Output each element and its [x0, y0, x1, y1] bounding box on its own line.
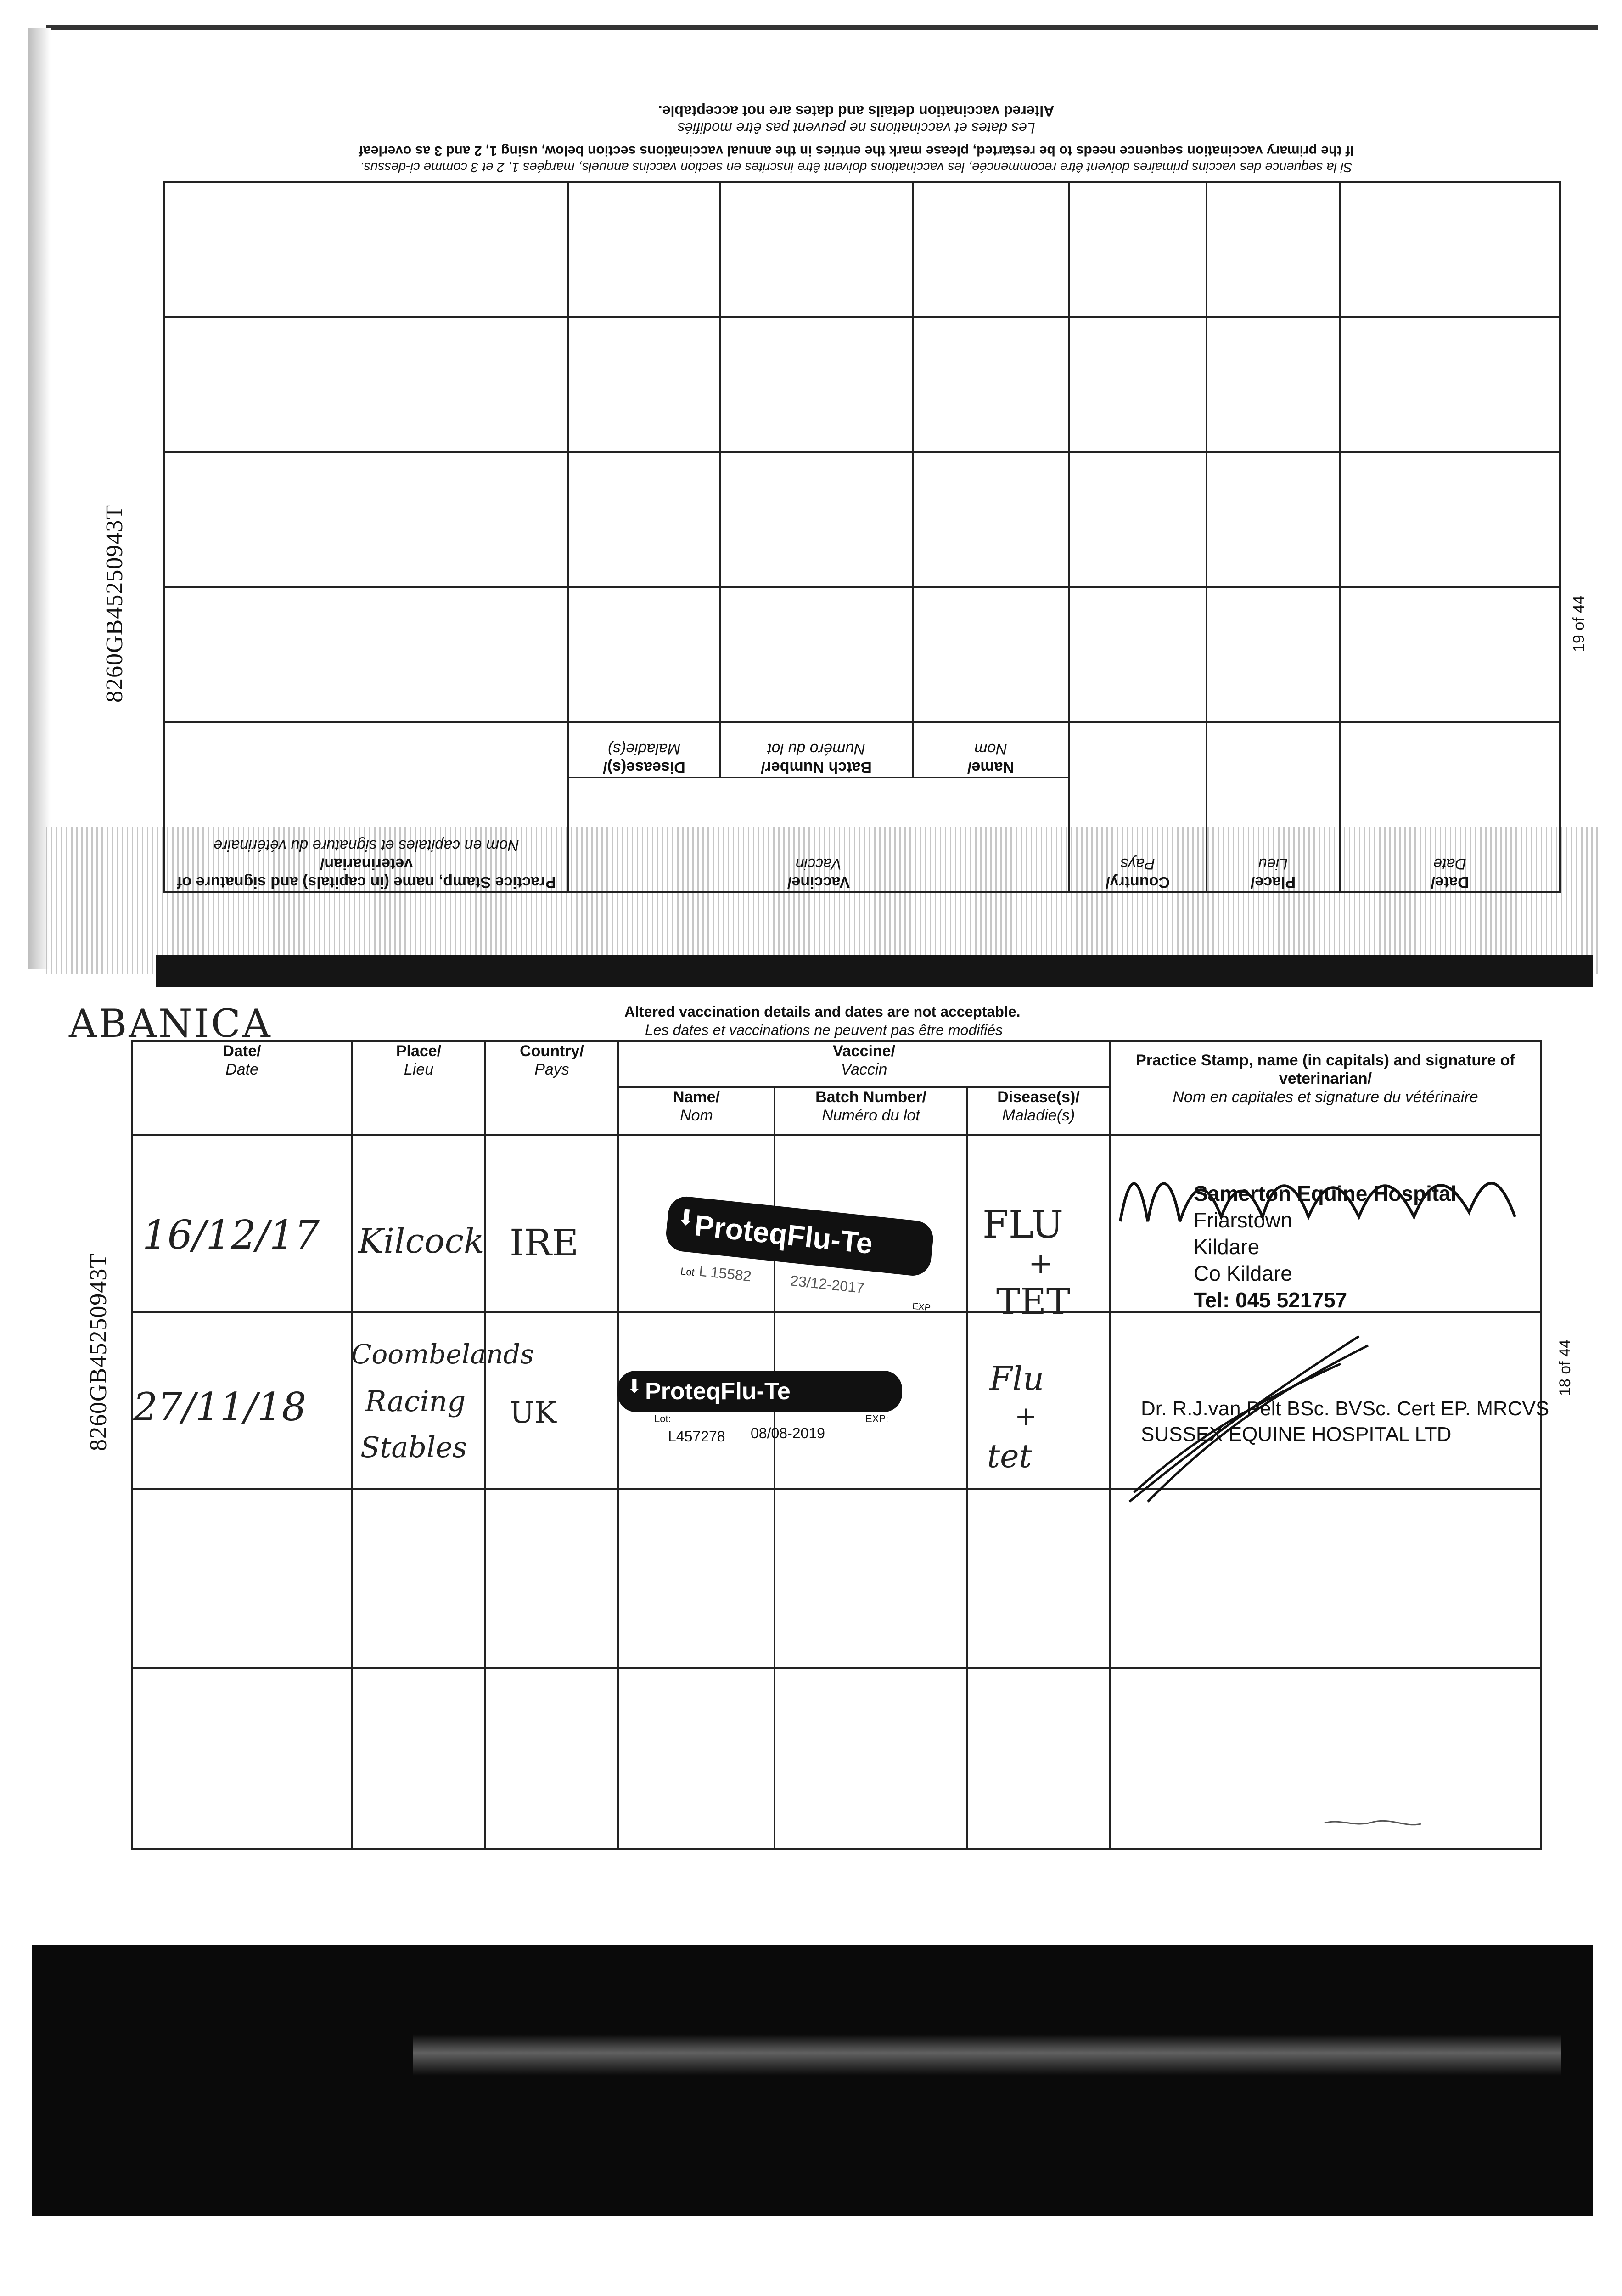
entry1-date: 16/12/17 — [142, 1212, 320, 1258]
entry1-disease-line3: TET — [996, 1281, 1070, 1322]
upper-restart-fr: Si la sequence des vaccins primaires doivent être recommencée, les vaccinations doivent être inscrites en section vaccins annuels, marqées 1, 2 et 3 comme ci-dessus. — [360, 160, 1353, 174]
upper-header-date: Date/ Date — [1340, 722, 1560, 892]
entry1-vaccine-brand: ProteqFlu-Te — [693, 1209, 875, 1261]
entry1-lot-label: Lot — [680, 1265, 696, 1278]
upper-vaccination-table — [163, 181, 1561, 893]
entry2-signature — [1120, 1327, 1377, 1511]
entry1-place: Kilcock — [358, 1221, 484, 1261]
upper-notice-fr: Les dates et vaccinations ne peuvent pas être modifiés — [677, 120, 1035, 136]
entry2-vaccine-sticker — [617, 1371, 911, 1458]
upper-doc-id: 8260GB45250943T — [101, 505, 128, 703]
upper-table-row — [164, 587, 1560, 722]
bottom-light-streak — [413, 2034, 1561, 2076]
entry2-lot: L457278 — [668, 1428, 725, 1445]
lower-page-number: 18 of 44 — [1556, 1339, 1574, 1396]
entry2-stamp-line: Dr. R.J.van Pelt BSc. BVSc. Cert EP. MRCVS — [1141, 1397, 1549, 1420]
scan-top-edge — [46, 25, 1598, 30]
header-stamp: Practice Stamp, name (in capitals) and signature of veterinarian/ Nom en capitales et signature du vétérinaire — [1110, 1041, 1541, 1135]
entry2-country: UK — [510, 1396, 556, 1430]
upper-header-country: Country/ Pays — [1069, 722, 1207, 892]
entry2-disease-line3: tet — [987, 1437, 1032, 1475]
entry1-signature — [1111, 1153, 1524, 1244]
entry1-exp-label: EXP — [911, 1301, 932, 1313]
down-arrow-icon: ⬇ — [675, 1204, 697, 1231]
upper-table-row — [164, 182, 1560, 317]
entry2-vaccine-brand: ProteqFlu-Te — [645, 1378, 791, 1405]
handwritten-horse-name: ABANICA — [69, 1001, 272, 1046]
entry2-disease-line2: + — [1015, 1401, 1037, 1432]
entry2-exp-label: EXP: — [865, 1413, 889, 1424]
upper-table-row — [164, 452, 1560, 587]
entry1-lot: L 15582 — [698, 1262, 752, 1285]
header-place: Place/ Lieu — [352, 1041, 485, 1135]
upper-notice-title: Altered vaccination details and dates are not acceptable. — [658, 103, 1055, 119]
entry2-place-line2: Racing — [365, 1384, 466, 1418]
entry2-place-line3: Stables — [360, 1430, 467, 1464]
entry2-disease-line1: Flu — [989, 1359, 1044, 1398]
notice-fr: Les dates et vaccinations ne peuvent pas être modifiés — [645, 1022, 1003, 1038]
entry2-vaccine-brand-badge — [617, 1371, 902, 1412]
entry1-disease-line2: + — [1028, 1247, 1053, 1281]
upper-header-stamp: Practice Stamp, name (in capitals) and signature of veterinarian/ Nom en capitales et signature du vétérinaire — [164, 722, 568, 892]
entry2-stamp-line: SUSSEX EQUINE HOSPITAL LTD — [1141, 1423, 1452, 1446]
down-arrow-icon: ⬇ — [627, 1377, 642, 1397]
entry1-stamp-line: Tel: 045 521757 — [1194, 1288, 1347, 1312]
upper-page-rotated — [152, 103, 1561, 893]
entry1-stamp-line: Samerton Equine Hospital — [1194, 1182, 1457, 1205]
table-row — [132, 1489, 1541, 1668]
header-name: Name/ Nom — [618, 1087, 775, 1135]
entry1-disease-line1: FLU — [982, 1203, 1063, 1247]
upper-page-number: 19 of 44 — [1570, 596, 1588, 652]
entry2-place-line1: Coombelands — [351, 1339, 534, 1370]
entry2-exp: 08/08-2019 — [751, 1425, 825, 1441]
fold-dark-band — [156, 955, 1593, 987]
notice-title: Altered vaccination details and dates are not acceptable. — [624, 1003, 1021, 1020]
header-country: Country/ Pays — [485, 1041, 618, 1135]
bottom-dark-band — [32, 1945, 1593, 2216]
entry1-country: IRE — [510, 1221, 579, 1264]
entry2-lot-label: Lot: — [654, 1413, 671, 1424]
entry1-exp: 23/12-2017 — [789, 1272, 865, 1297]
upper-header-place: Place/ Lieu — [1207, 722, 1340, 892]
upper-header-name: Name/ Nom — [913, 722, 1069, 777]
upper-table-row — [164, 317, 1560, 452]
upper-header-vaccine: Vaccine/ Vaccin — [568, 777, 1069, 892]
lower-doc-id: 8260GB45250943T — [85, 1253, 112, 1451]
header-date: Date/ Date — [132, 1041, 352, 1135]
upper-header-disease: Disease(s)/ Maladie(s) — [568, 722, 720, 777]
stray-pen-mark — [1322, 1814, 1423, 1832]
upper-header-batch: Batch Number/ Numéro du lot — [720, 722, 913, 777]
entry1-stamp-line: Kildare — [1194, 1235, 1260, 1259]
entry1-stamp-line: Friarstown — [1194, 1208, 1292, 1232]
entry2-date: 27/11/18 — [133, 1384, 307, 1429]
header-vaccine: Vaccine/ Vaccin — [618, 1041, 1110, 1087]
header-batch: Batch Number/ Numéro du lot — [775, 1087, 967, 1135]
header-disease: Disease(s)/ Maladie(s) — [967, 1087, 1110, 1135]
entry1-stamp-line: Co Kildare — [1194, 1261, 1292, 1285]
upper-restart-en: If the primary vaccination sequence needs to be restarted, please mark the entries in the annual vaccinations section below, using 1, 2 and 3 as overleaf — [359, 143, 1354, 158]
